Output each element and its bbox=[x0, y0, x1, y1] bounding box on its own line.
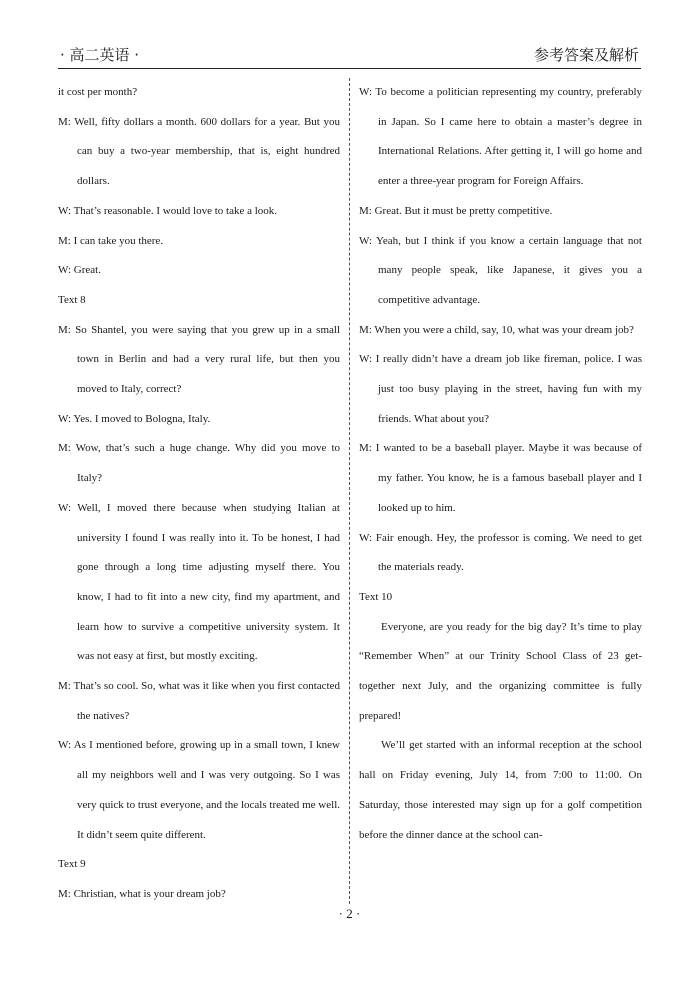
dialogue-line: W: That’s reasonable. I would love to take a look. bbox=[58, 204, 278, 217]
dialogue-line: W: As I mentioned before, growing up in a small town, I knew all my neighbors well and I was very outgoing. So I was very quick to trust everyone, and the locals treated me well. It didn’t seem quite different. bbox=[58, 739, 340, 841]
text-title: Text 9 bbox=[58, 858, 86, 871]
paragraph: Everyone, are you ready for the big day? It’s time to play “Remember When” at our Trinity School Class of 23 get-together next July, and the organizing committee is fully prepared! bbox=[359, 620, 642, 722]
dialogue-line: M: So Shantel, you were saying that you grew up in a small town in Berlin and had a very rural life, but then you moved to Italy, correct? bbox=[58, 323, 340, 396]
paragraph: it cost per month? bbox=[58, 86, 138, 98]
dialogue-line: M: Great. But it must be pretty competitive. bbox=[359, 204, 553, 217]
right-column bbox=[359, 78, 642, 850]
paragraph: We’ll get started with an informal reception at the school hall on Friday evening, July 14, from 7:00 to 11:00. On Saturday, those interested may sign up for a golf competition before the dinner dance at the school can- bbox=[359, 739, 642, 841]
dialogue-line: W: Fair enough. Hey, the professor is coming. We need to get the materials ready. bbox=[359, 531, 642, 574]
dialogue-line: M: I wanted to be a baseball player. Maybe it was because of my father. You know, he is a famous baseball player and I looked up to him. bbox=[359, 442, 642, 514]
dialogue-line: W: Yeah, but I think if you know a certain language that not many people speak, like Japanese, it gives you a competitive advantage. bbox=[359, 234, 642, 306]
dialogue-line: W: To become a politician representing my country, preferably in Japan. So I came here to obtain a master’s degree in International Relations. After getting it, I will go home and enter a three-year program for Foreign Affairs. bbox=[359, 86, 642, 188]
dialogue-line: W: I really didn’t have a dream job like fireman, police. I was just too busy playing in the street, having fun with my friends. What about you? bbox=[359, 353, 642, 425]
dialogue-line: M: Wow, that’s such a huge change. Why did you move to Italy? bbox=[58, 442, 340, 485]
dialogue-line: W: Well, I moved there because when studying Italian at university I found I was really into it. To be honest, I had gone through a long time adjusting myself there. You know, I had to fit into a new city, find my apartment, and learn how to survive a competitive university system. It was not easy at first, but mostly exciting. bbox=[58, 501, 340, 663]
section-label: 参考答案及解析 bbox=[533, 46, 639, 64]
dialogue-line: W: Great. bbox=[58, 264, 101, 277]
dialogue-line: M: I can take you there. bbox=[58, 234, 164, 247]
dialogue-line: M: Christian, what is your dream job? bbox=[58, 887, 226, 900]
dialogue-line: M: When you were a child, say, 10, what was your dream job? bbox=[359, 323, 634, 336]
text-title: Text 8 bbox=[58, 293, 86, 306]
left-column bbox=[58, 78, 340, 910]
page-number: · 2 · bbox=[338, 906, 361, 921]
dialogue-line: M: That’s so cool. So, what was it like when you first contacted the natives? bbox=[58, 680, 340, 722]
page-header bbox=[58, 40, 641, 69]
text-title: Text 10 bbox=[359, 590, 393, 603]
column-divider bbox=[349, 78, 350, 904]
subject-label: · 高二英语 · bbox=[60, 46, 140, 64]
dialogue-line: W: Yes. I moved to Bologna, Italy. bbox=[58, 412, 211, 425]
dialogue-line: M: Well, fifty dollars a month. 600 dollars for a year. But you can buy a two-year membership, that is, eight hundred dollars. bbox=[58, 115, 340, 188]
